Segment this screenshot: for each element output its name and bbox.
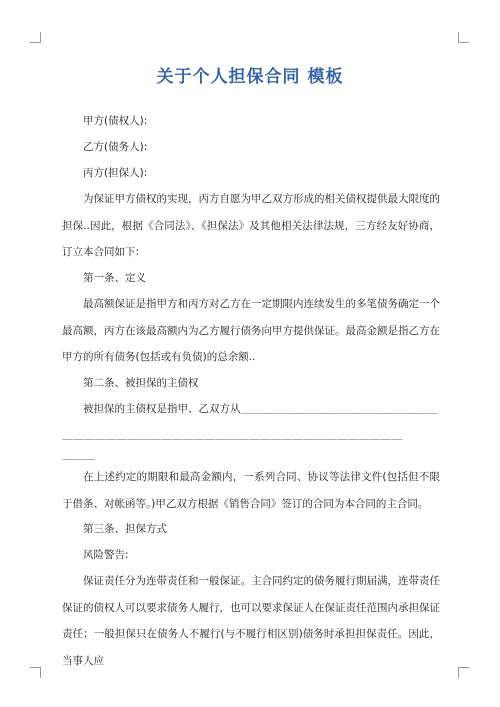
party-c-line: 丙方(担保人): bbox=[83, 167, 148, 179]
article-2-line-prefix: 被担保的主债权是指甲、乙双方从 bbox=[83, 403, 241, 415]
article-2-line bbox=[62, 396, 440, 423]
risk-warning-label: 风险警告: bbox=[83, 549, 129, 561]
article-1-body: 最高额保证是指甲方和丙方对乙方在一定期限内连续发生的多笔债务确定一个最高额，丙方在该最高额内为乙方履行债务向甲方提供保证。最高金额是指乙方在甲方的所有债务(包括或有负债)的总余额.. bbox=[62, 298, 440, 363]
article-2-body: 在上述约定的期限和最高金额内，一系列合同、协议等法律文件(包括但不限于借条、对帐函等。)甲乙双方根据《销售合同》签订的合同为本合同的主合同。 bbox=[62, 471, 440, 510]
fill-in-blank: ＿＿＿ bbox=[62, 449, 95, 461]
article-3-body: 保证责任分为连带责任和一般保证。主合同约定的债务履行期届满，连带责任保证的债权人可以要求债务人履行，也可以要求保证人在保证责任范围内承担保证责任；一般担保只在债务人不履行(与不履行相区别)债务时承担担保责任。因此，当事人应 bbox=[62, 575, 440, 667]
party-a-line: 甲方(债权人): bbox=[83, 115, 148, 127]
article-3-heading: 第三条、担保方式 bbox=[83, 523, 167, 535]
fill-in-blank: ＿＿＿＿＿＿＿＿＿＿＿＿＿＿＿＿＿＿ bbox=[240, 403, 439, 415]
document-title: 关于个人担保合同 模板 bbox=[156, 67, 344, 87]
intro-paragraph: 为保证甲方债权的实现，丙方自愿为甲乙双方形成的相关债权提供最大限度的担保..因此，根据《合同法》、《担保法》及其他相关法律法规，三方经友好协商，订立本合同如下: bbox=[62, 193, 440, 258]
article-1-heading: 第一条、定义 bbox=[83, 272, 146, 284]
crop-mark-bottom-left bbox=[30, 667, 41, 678]
crop-mark-top-right bbox=[458, 32, 469, 43]
article-2-heading: 第二条、被担保的主债权 bbox=[83, 377, 199, 389]
party-b-line: 乙方(债务人): bbox=[83, 141, 148, 153]
crop-mark-top-left bbox=[30, 32, 41, 43]
fill-in-blank: ＿＿＿＿＿＿＿＿＿＿＿＿＿＿＿＿＿＿＿＿＿＿＿＿＿＿＿＿＿＿＿ bbox=[62, 429, 403, 441]
crop-mark-bottom-right bbox=[458, 667, 469, 678]
